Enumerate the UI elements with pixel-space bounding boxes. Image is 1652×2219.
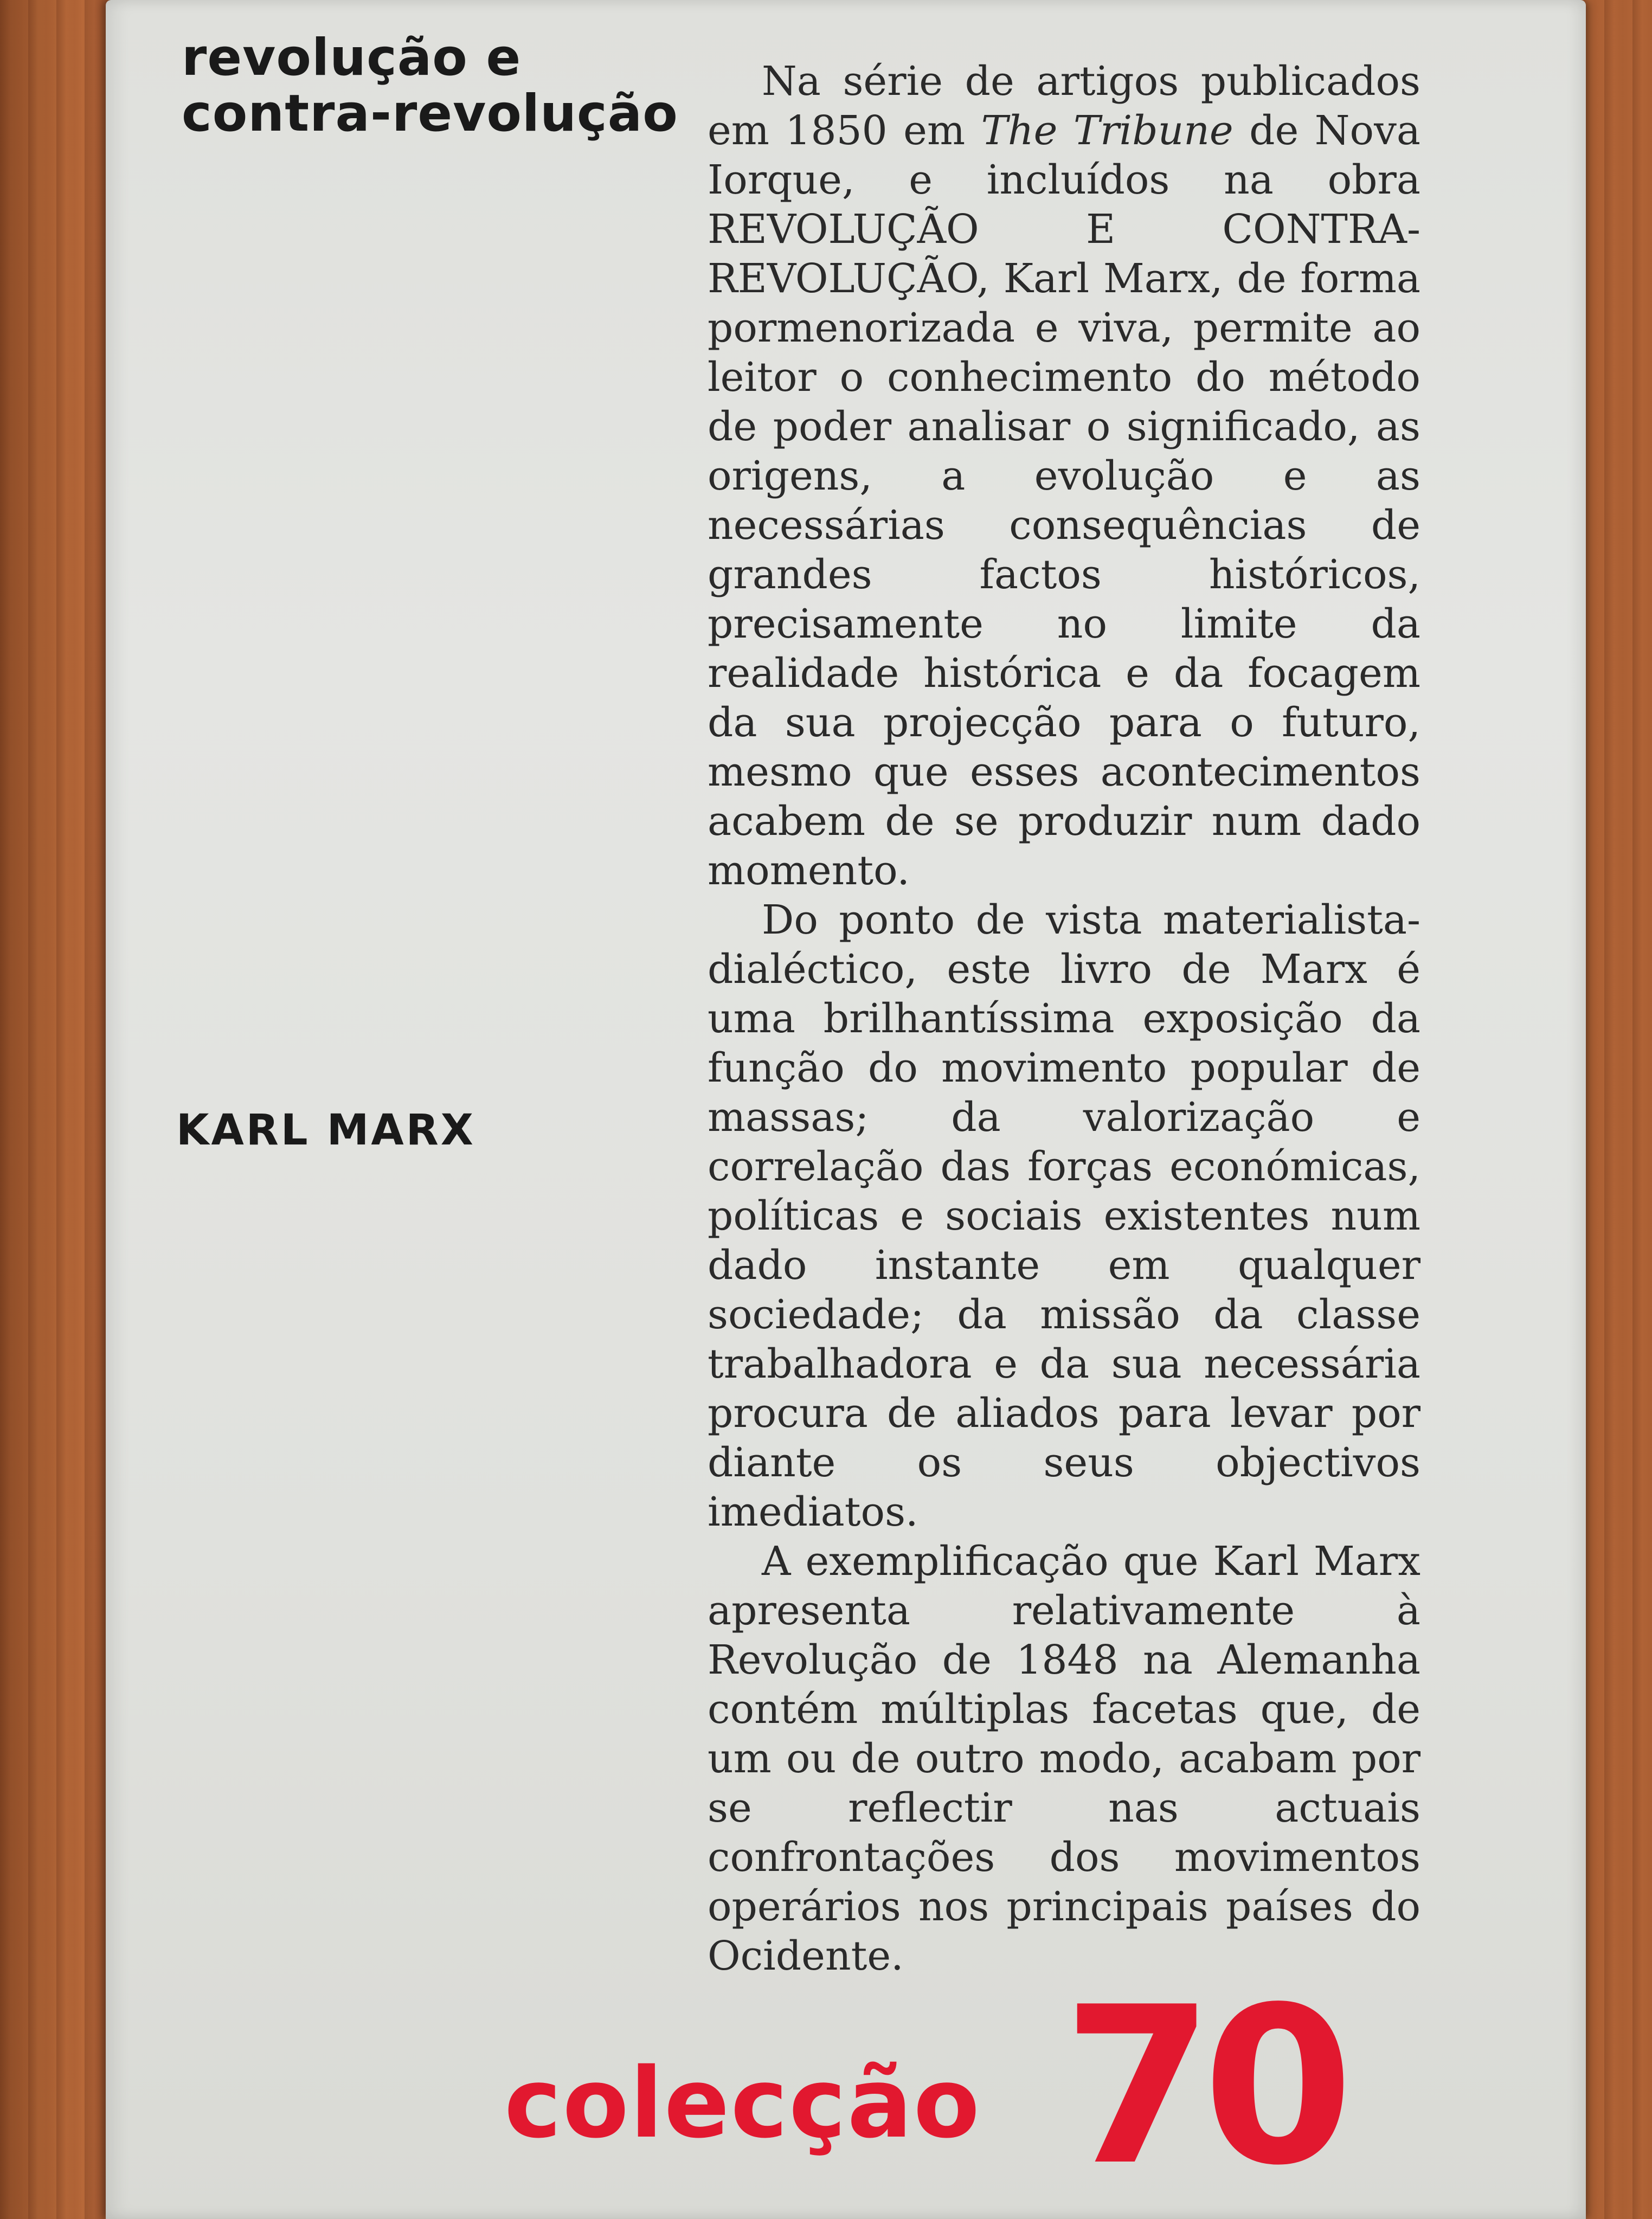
collection-logo (504, 1961, 1426, 2213)
author-name: KARL MARX (176, 1106, 475, 1155)
collection-label: colecção (504, 2047, 981, 2159)
book-title-line-2: contra-revolução (182, 84, 678, 143)
blurb-paragraph-3: A exemplificação que Karl Marx apresenta relativamente à Revolução de 1848 na Alemanha contém múltiplas facetas que, de um ou de outro modo, acabam por se reflectir nas actuais confrontações dos movimentos operários nos principais países do Ocidente. (708, 1538, 1420, 1979)
blurb-paragraph-1 (708, 57, 1420, 896)
wooden-surface-left (0, 0, 117, 2219)
newspaper-title: The Tribune (981, 107, 1233, 154)
wooden-surface-right (1576, 0, 1652, 2219)
blurb-paragraph-2: Do ponto de vista materialista-dialéctico, este livro de Marx é uma brilhantíssima exposição da função do movimento popular de massas; da valorização e correlação das forças económicas, políticas e sociais existentes num dado instante em qualquer sociedade; da missão da classe trabalhadora e da sua necessária procura de aliados para levar por diante os seus objectivos imediatos. (708, 897, 1420, 1535)
blurb-text (708, 57, 1420, 1981)
book-title (182, 30, 678, 141)
book-title-line-1: revolução e (182, 28, 522, 87)
blurb-paragraph-1-after: de Nova Iorque, e incluídos na obra REVOLUÇÃO E CONTRA-REVOLUÇÃO, Karl Marx, de forma pormenorizada e viva, permite ao leitor o conhecimento do método de poder analisar o significado, as origens, a evolução e as necessárias consequências de grandes factos históricos, precisamente no limite da realidade histórica e da focagem da sua projecção para o futuro, mesmo que esses acontecimentos acabem de se produzir num dado momento. (708, 107, 1420, 894)
blurb-paragraph-1-before: Na série de artigos publicados em 1850 em (708, 58, 1420, 154)
collection-number: 70 (1063, 1961, 1343, 2213)
